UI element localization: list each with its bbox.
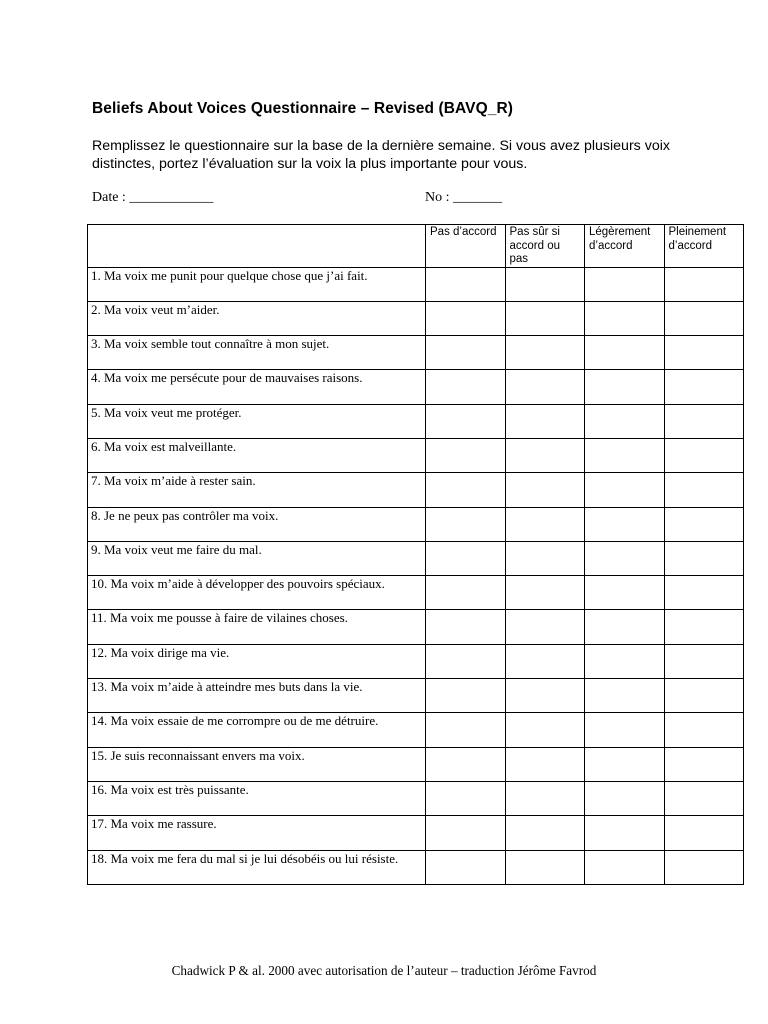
answer-cell-pleinement[interactable] (664, 781, 744, 815)
answer-cell-legerement[interactable] (585, 370, 665, 404)
answer-cell-legerement[interactable] (585, 336, 665, 370)
question-text: 10. Ma voix m’aide à développer des pouvoirs spéciaux. (88, 576, 426, 610)
answer-cell-legerement[interactable] (585, 473, 665, 507)
answer-cell-pas-daccord[interactable] (426, 370, 506, 404)
table-row (88, 438, 744, 472)
answer-cell-pas-daccord[interactable] (426, 850, 506, 884)
questionnaire-table (87, 224, 744, 885)
table-row (88, 301, 744, 335)
table-row (88, 644, 744, 678)
question-text: 12. Ma voix dirige ma vie. (88, 644, 426, 678)
answer-cell-pleinement[interactable] (664, 541, 744, 575)
number-field[interactable]: No : _______ (425, 190, 502, 205)
answer-cell-pas-sur[interactable] (505, 747, 585, 781)
question-text: 9. Ma voix veut me faire du mal. (88, 541, 426, 575)
answer-cell-pleinement[interactable] (664, 816, 744, 850)
answer-cell-pleinement[interactable] (664, 850, 744, 884)
table-row (88, 781, 744, 815)
footer-credit: Chadwick P & al. 2000 avec autorisation de l’auteur – traduction Jérôme Favrod (171, 963, 597, 978)
question-text: 4. Ma voix me persécute pour de mauvaises raisons. (88, 370, 426, 404)
question-text: 2. Ma voix veut m’aider. (88, 301, 426, 335)
answer-cell-pas-sur[interactable] (505, 816, 585, 850)
table-row (88, 473, 744, 507)
answer-cell-pas-sur[interactable] (505, 301, 585, 335)
answer-cell-pas-daccord[interactable] (426, 644, 506, 678)
question-text: 18. Ma voix me fera du mal si je lui désobéis ou lui résiste. (88, 850, 426, 884)
answer-cell-pas-daccord[interactable] (426, 541, 506, 575)
header-col-pas-sur: Pas sûr si accord ou pas (505, 225, 585, 268)
table-row (88, 507, 744, 541)
answer-cell-pleinement[interactable] (664, 370, 744, 404)
header-col-legerement: Légèrement d’accord (585, 225, 665, 268)
answer-cell-pleinement[interactable] (664, 644, 744, 678)
table-row (88, 610, 744, 644)
answer-cell-legerement[interactable] (585, 781, 665, 815)
question-text: 7. Ma voix m’aide à rester sain. (88, 473, 426, 507)
answer-cell-pas-daccord[interactable] (426, 438, 506, 472)
answer-cell-pas-daccord[interactable] (426, 679, 506, 713)
answer-cell-pleinement[interactable] (664, 336, 744, 370)
table-row (88, 404, 744, 438)
answer-cell-pas-sur[interactable] (505, 404, 585, 438)
header-col-pleinement: Pleinement d’accord (664, 225, 744, 268)
table-row (88, 747, 744, 781)
question-text: 5. Ma voix veut me protéger. (88, 404, 426, 438)
date-field[interactable]: Date : ____________ (92, 190, 214, 205)
answer-cell-pas-sur[interactable] (505, 370, 585, 404)
answer-cell-pas-daccord[interactable] (426, 507, 506, 541)
answer-cell-pas-sur[interactable] (505, 850, 585, 884)
answer-cell-pleinement[interactable] (664, 301, 744, 335)
question-text: 14. Ma voix essaie de me corrompre ou de me détruire. (88, 713, 426, 747)
answer-cell-pas-sur[interactable] (505, 576, 585, 610)
answer-cell-pleinement[interactable] (664, 507, 744, 541)
answer-cell-pas-sur[interactable] (505, 713, 585, 747)
answer-cell-pleinement[interactable] (664, 747, 744, 781)
table-row (88, 713, 744, 747)
header-col-pas-daccord: Pas d’accord (426, 225, 506, 268)
answer-cell-legerement[interactable] (585, 679, 665, 713)
answer-cell-pleinement[interactable] (664, 267, 744, 301)
answer-cell-pas-daccord[interactable] (426, 610, 506, 644)
question-text: 8. Je ne peux pas contrôler ma voix. (88, 507, 426, 541)
answer-cell-pas-sur[interactable] (505, 679, 585, 713)
answer-cell-pas-sur[interactable] (505, 610, 585, 644)
answer-cell-legerement[interactable] (585, 644, 665, 678)
table-header (88, 225, 744, 268)
table-row (88, 336, 744, 370)
answer-cell-pas-daccord[interactable] (426, 267, 506, 301)
table-row (88, 370, 744, 404)
answer-cell-pas-daccord[interactable] (426, 473, 506, 507)
instructions-paragraph: Remplissez le questionnaire sur la base de la dernière semaine. Si vous avez plusieurs voix distinctes, portez l’évaluation sur la voix la plus importante pour vous. (92, 138, 670, 172)
question-text: 1. Ma voix me punit pour quelque chose que j’ai fait. (88, 267, 426, 301)
table-row (88, 541, 744, 575)
header-row (88, 225, 744, 268)
answer-cell-pas-daccord[interactable] (426, 713, 506, 747)
header-item-blank (88, 225, 426, 268)
answer-cell-legerement[interactable] (585, 267, 665, 301)
answer-cell-pleinement[interactable] (664, 404, 744, 438)
table-row (88, 267, 744, 301)
answer-cell-legerement[interactable] (585, 713, 665, 747)
answer-cell-legerement[interactable] (585, 301, 665, 335)
answer-cell-pleinement[interactable] (664, 610, 744, 644)
answer-cell-pleinement[interactable] (664, 576, 744, 610)
answer-cell-pas-sur[interactable] (505, 781, 585, 815)
answer-cell-legerement[interactable] (585, 438, 665, 472)
answer-cell-pas-sur[interactable] (505, 541, 585, 575)
answer-cell-pas-sur[interactable] (505, 336, 585, 370)
answer-cell-legerement[interactable] (585, 850, 665, 884)
answer-cell-pleinement[interactable] (664, 438, 744, 472)
answer-cell-pleinement[interactable] (664, 679, 744, 713)
answer-cell-legerement[interactable] (585, 404, 665, 438)
answer-cell-pas-daccord[interactable] (426, 301, 506, 335)
document-title: Beliefs About Voices Questionnaire – Revised (BAVQ_R) (92, 100, 514, 117)
question-text: 15. Je suis reconnaissant envers ma voix. (88, 747, 426, 781)
answer-cell-legerement[interactable] (585, 541, 665, 575)
answer-cell-pas-sur[interactable] (505, 473, 585, 507)
answer-cell-pas-daccord[interactable] (426, 404, 506, 438)
answer-cell-pleinement[interactable] (664, 473, 744, 507)
table-body (88, 267, 744, 884)
answer-cell-legerement[interactable] (585, 507, 665, 541)
answer-cell-pleinement[interactable] (664, 713, 744, 747)
question-text: 11. Ma voix me pousse à faire de vilaines choses. (88, 610, 426, 644)
answer-cell-pas-sur[interactable] (505, 644, 585, 678)
answer-cell-pas-daccord[interactable] (426, 336, 506, 370)
answer-cell-pas-sur[interactable] (505, 507, 585, 541)
table-row (88, 816, 744, 850)
question-text: 3. Ma voix semble tout connaître à mon sujet. (88, 336, 426, 370)
answer-cell-legerement[interactable] (585, 816, 665, 850)
answer-cell-legerement[interactable] (585, 747, 665, 781)
answer-cell-pas-daccord[interactable] (426, 576, 506, 610)
question-text: 13. Ma voix m’aide à atteindre mes buts dans la vie. (88, 679, 426, 713)
answer-cell-legerement[interactable] (585, 576, 665, 610)
table-row (88, 576, 744, 610)
table-row (88, 850, 744, 884)
question-text: 17. Ma voix me rassure. (88, 816, 426, 850)
answer-cell-pas-daccord[interactable] (426, 816, 506, 850)
question-text: 6. Ma voix est malveillante. (88, 438, 426, 472)
answer-cell-pas-daccord[interactable] (426, 781, 506, 815)
answer-cell-legerement[interactable] (585, 610, 665, 644)
answer-cell-pas-daccord[interactable] (426, 747, 506, 781)
question-text: 16. Ma voix est très puissante. (88, 781, 426, 815)
table-row (88, 679, 744, 713)
answer-cell-pas-sur[interactable] (505, 267, 585, 301)
answer-cell-pas-sur[interactable] (505, 438, 585, 472)
